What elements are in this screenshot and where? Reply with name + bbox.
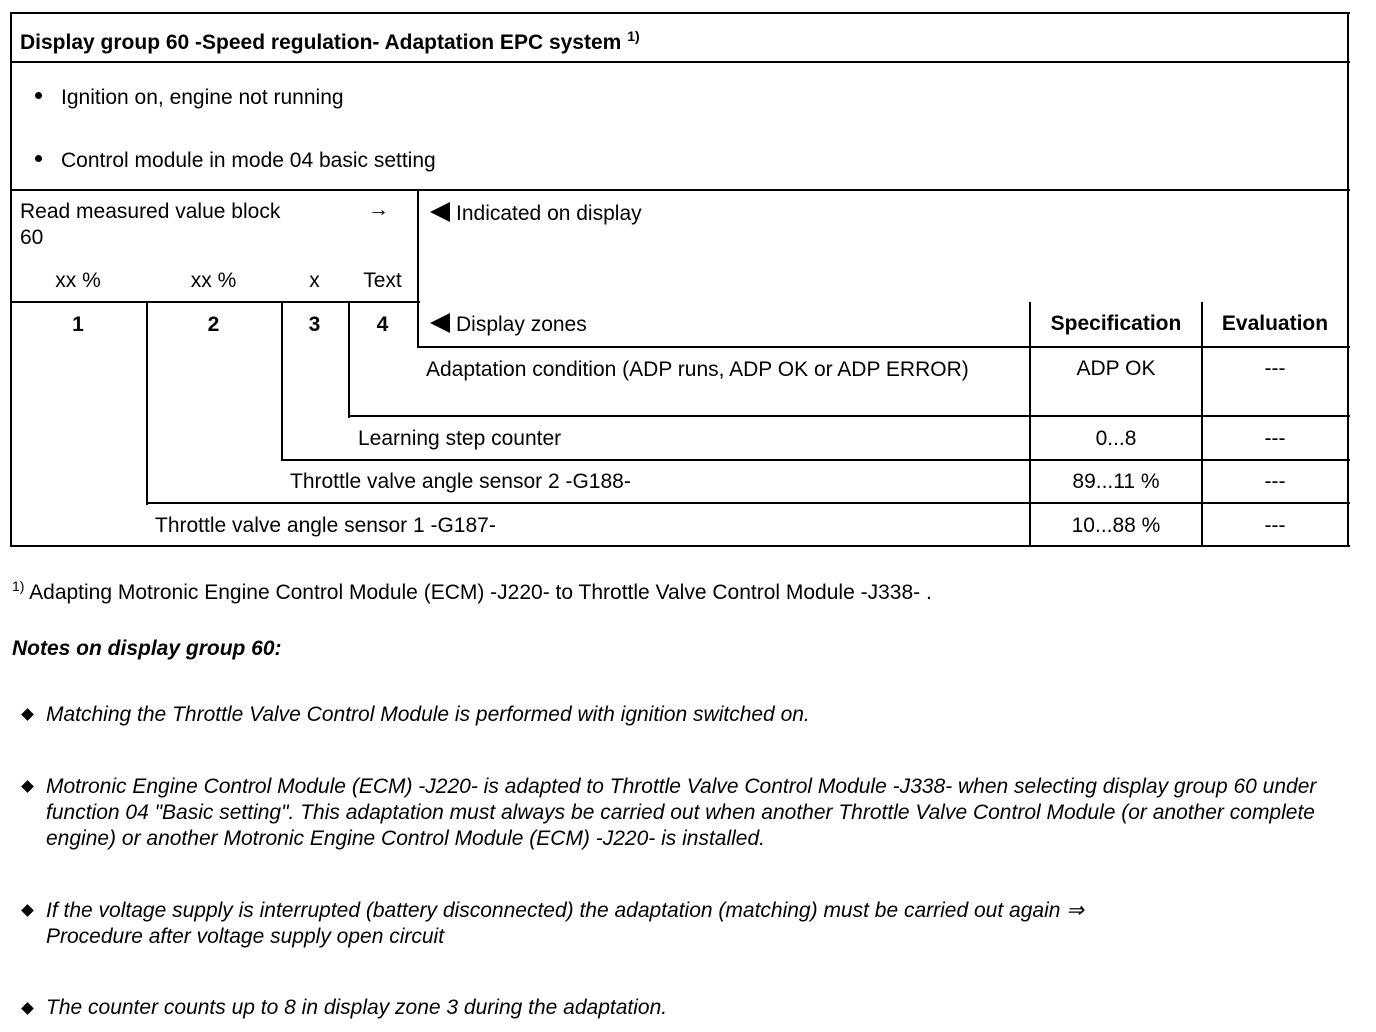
row-spec: ADP OK	[1076, 357, 1156, 380]
divider	[417, 189, 419, 348]
divider	[417, 346, 1350, 348]
title-text: Display group 60 -Speed regulation- Adaptation EPC system	[20, 31, 622, 54]
row-eval: ---	[1264, 427, 1286, 450]
note-text: If the voltage supply is interrupted (battery disconnected) the adaptation (matching) must be carried out again ⇒	[46, 899, 1084, 922]
diamond-bullet-icon	[21, 780, 34, 793]
divider	[10, 61, 1350, 63]
zone-number: 4	[376, 313, 389, 336]
diamond-bullet-icon	[21, 708, 34, 721]
divider	[10, 301, 420, 303]
footnote	[12, 578, 932, 605]
zone-format: Text	[363, 269, 402, 292]
column-header-evaluation: Evaluation	[1221, 312, 1329, 335]
zone-format: xx %	[190, 269, 237, 292]
row-label: Throttle valve angle sensor 1 -G187-	[155, 514, 496, 537]
divider	[1201, 302, 1203, 547]
divider	[348, 415, 1350, 417]
divider	[146, 502, 1350, 504]
row-spec: 89...11 %	[1072, 470, 1160, 493]
column-header-specification: Specification	[1050, 312, 1182, 335]
indicated-text: Indicated on display	[456, 202, 642, 225]
note: Matching the Throttle Valve Control Module is performed with ignition switched on.	[46, 703, 810, 726]
row-eval: ---	[1264, 357, 1286, 380]
row-spec: 0...8	[1095, 427, 1137, 450]
zone-number: 3	[308, 313, 321, 336]
divider	[1029, 302, 1031, 547]
divider	[10, 189, 1350, 191]
row-label: Learning step counter	[358, 427, 562, 450]
triangle-left-icon	[430, 202, 450, 222]
zone-format: x	[309, 269, 320, 292]
note: The counter counts up to 8 in display zone 3 during the adaptation.	[46, 996, 668, 1019]
divider	[1347, 12, 1349, 547]
row-label: Throttle valve angle sensor 2 -G188-	[290, 470, 631, 493]
divider	[10, 12, 1350, 14]
read-block-number: 60	[20, 226, 44, 249]
row-eval: ---	[1264, 514, 1286, 537]
display-zones-label	[430, 313, 587, 337]
row-eval: ---	[1264, 470, 1286, 493]
condition: Control module in mode 04 basic setting	[61, 149, 436, 172]
zone-format: xx %	[55, 269, 101, 292]
row-label: Adaptation condition (ADP runs, ADP OK or ADP ERROR)	[426, 358, 969, 381]
condition: Ignition on, engine not running	[61, 86, 344, 109]
notes-heading: Notes on display group 60:	[12, 637, 282, 660]
row-spec: 10...88 %	[1071, 514, 1161, 537]
note: Motronic Engine Control Module (ECM) -J220- is adapted to Throttle Valve Control Module -J338- when selecting display group 60 under function 04 "Basic setting". This adaptation must always be carried out when another Throttle Valve Control Module (or another complete engine) or another Motronic Engine Control Module (ECM) -J220- is installed.	[46, 775, 1317, 850]
note	[46, 898, 1346, 950]
divider	[10, 545, 1350, 547]
bullet-icon	[35, 92, 42, 99]
zone-number: 1	[72, 313, 84, 336]
display-zones-text: Display zones	[456, 313, 587, 336]
procedure-link[interactable]: Procedure after voltage supply open circuit	[46, 925, 445, 948]
footnote-mark: 1)	[12, 578, 25, 594]
read-block-label: Read measured value block	[20, 200, 281, 223]
zone-number: 2	[207, 313, 220, 336]
triangle-left-icon	[430, 313, 450, 333]
indicated-label	[430, 202, 642, 226]
diamond-bullet-icon	[21, 904, 34, 917]
diamond-bullet-icon	[21, 1002, 34, 1015]
bullet-icon	[35, 155, 42, 162]
arrow-right-icon: →	[368, 198, 389, 221]
footnote-ref: 1)	[627, 28, 640, 44]
footnote-text: Adapting Motronic Engine Control Module (ECM) -J220- to Throttle Valve Control Module -J338- .	[29, 581, 932, 604]
table-title	[20, 28, 640, 55]
divider	[281, 459, 1350, 461]
